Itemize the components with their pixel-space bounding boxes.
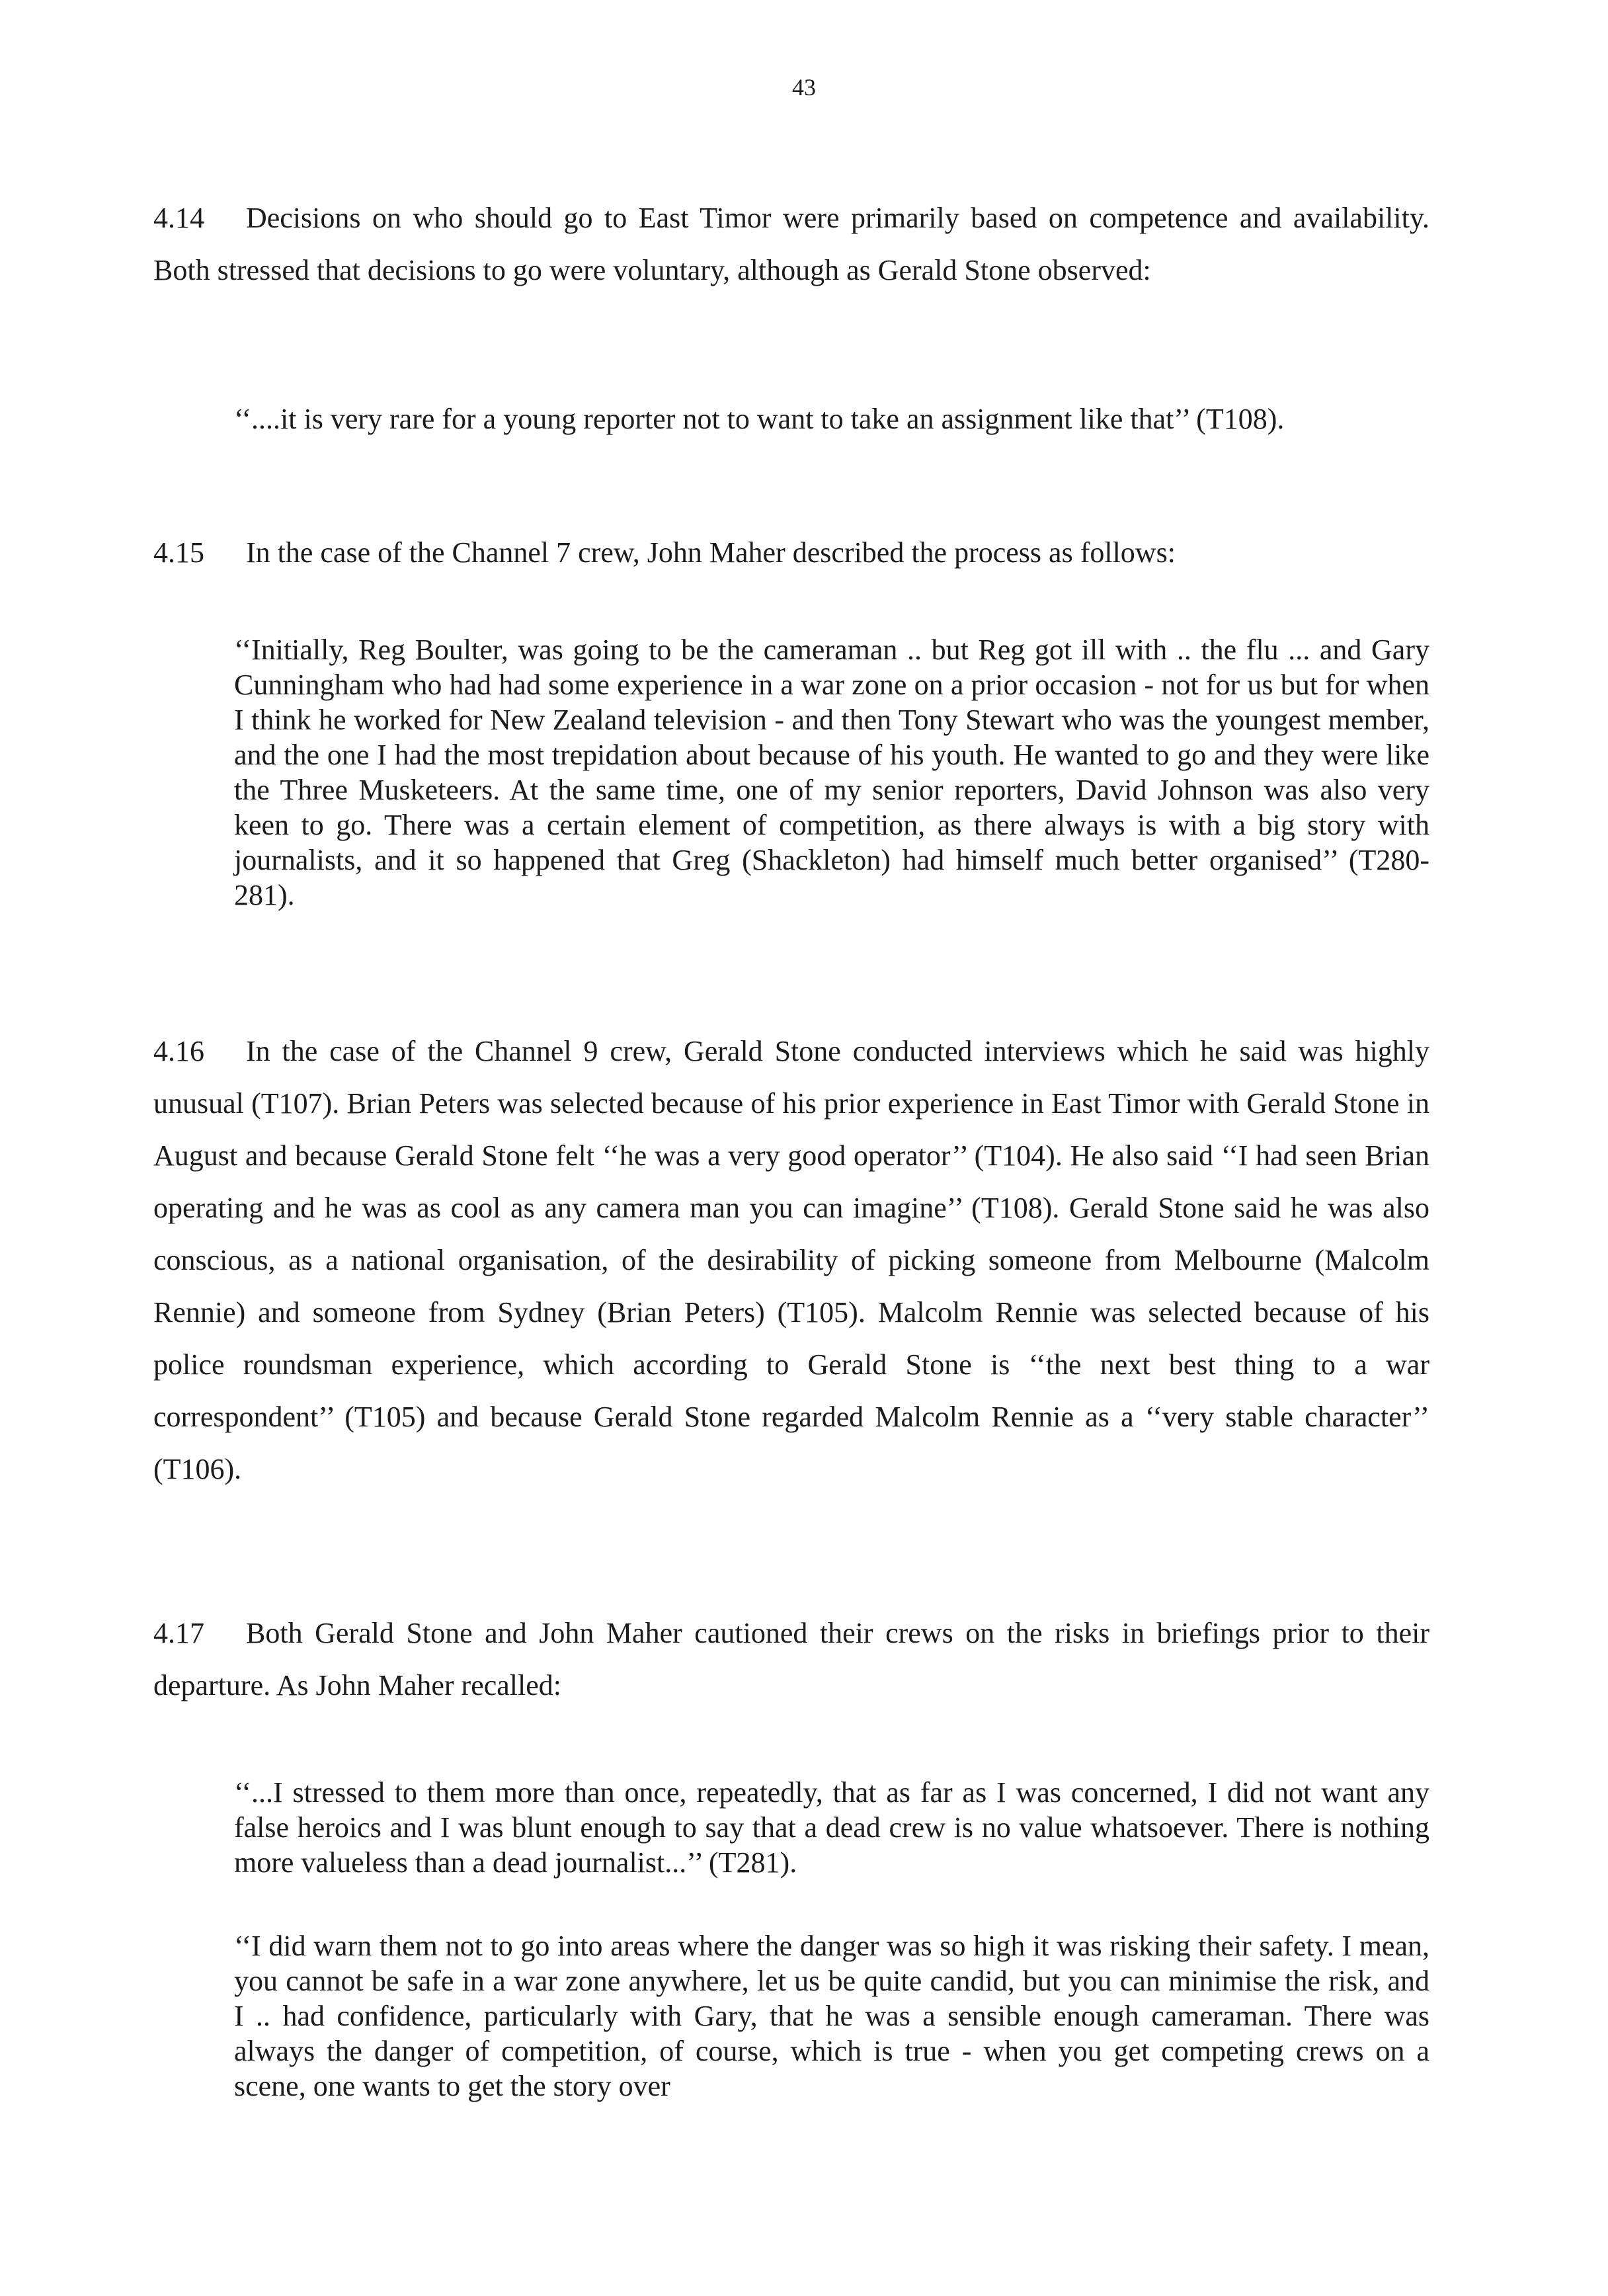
paragraph-text: Both Gerald Stone and John Maher cautioned their crews on the risks in briefings prior to their departure. As John Maher recalled: (153, 1617, 1429, 1702)
quote-t108: ‘‘....it is very rare for a young reporter not to want to take an assignment like that’’ (T108). (234, 403, 1285, 435)
paragraph-4-14 (153, 192, 1429, 296)
paragraph-number: 4.16 (153, 1035, 204, 1067)
page-number: 43 (792, 74, 816, 101)
paragraph-text: Decisions on who should go to East Timor were primarily based on competence and availability. Both stressed that decisions to go were voluntary, although as Gerald Stone observed: (153, 202, 1429, 286)
paragraph-4-16 (153, 1025, 1429, 1495)
paragraph-text: In the case of the Channel 9 crew, Gerald Stone conducted interviews which he said was highly unusual (T107). Brian Peters was selected because of his prior experience in East Timor with Gerald Stone in August and because Gerald Stone felt ‘‘he was a very good operator’’ (T104). He also said ‘‘I had seen Brian operating and he was as cool as any camera man you can imagine’’ (T108). Gerald Stone said he was also conscious, as a national organisation, of the desirability of picking someone from Melbourne (Malcolm Rennie) and someone from Sydney (Brian Peters) (T105). Malcolm Rennie was selected because of his police roundsman experience, which according to Gerald Stone is ‘‘the next best thing to a war correspondent’’ (T105) and because Gerald Stone regarded Malcolm Rennie as a ‘‘very stable character’’ (T106). (153, 1035, 1429, 1485)
paragraph-number: 4.15 (153, 536, 204, 569)
paragraph-number: 4.14 (153, 202, 204, 234)
quote-continuing: ‘‘I did warn them not to go into areas where the danger was so high it was risking their safety. I mean, you cannot be safe in a war zone anywhere, let us be quite candid, but you can minimise the risk, and I .. had confidence, particularly with Gary, that he was a sensible enough cameraman. There was always the danger of competition, of course, which is true - when you get competing crews on a scene, one wants to get the story over (234, 1930, 1429, 2102)
paragraph-4-17 (153, 1607, 1429, 1711)
paragraph-4-15 (153, 526, 1429, 579)
quote-t281: ‘‘...I stressed to them more than once, repeatedly, that as far as I was concerned, I did not want any false heroics and I was blunt enough to say that a dead crew is no value whatsoever. There is nothing more valueless than a dead journalist...’’ (T281). (234, 1776, 1429, 1879)
quote-t280-281: ‘‘Initially, Reg Boulter, was going to be the cameraman .. but Reg got ill with .. the flu ... and Gary Cunningham who had had some experience in a war zone on a prior occasion - not for us but for when I think he worked for New Zealand television - and then Tony Stewart who was the youngest member, and the one I had the most trepidation about because of his youth. He wanted to go and they were like the Three Musketeers. At the same time, one of my senior reporters, David Johnson was also very keen to go. There was a certain element of competition, as there always is with a big story with journalists, and it so happened that Greg (Shackleton) had himself much better organised’’ (T280-281). (234, 634, 1429, 911)
paragraph-number: 4.17 (153, 1617, 204, 1649)
paragraph-text: In the case of the Channel 7 crew, John Maher described the process as follows: (246, 536, 1176, 569)
